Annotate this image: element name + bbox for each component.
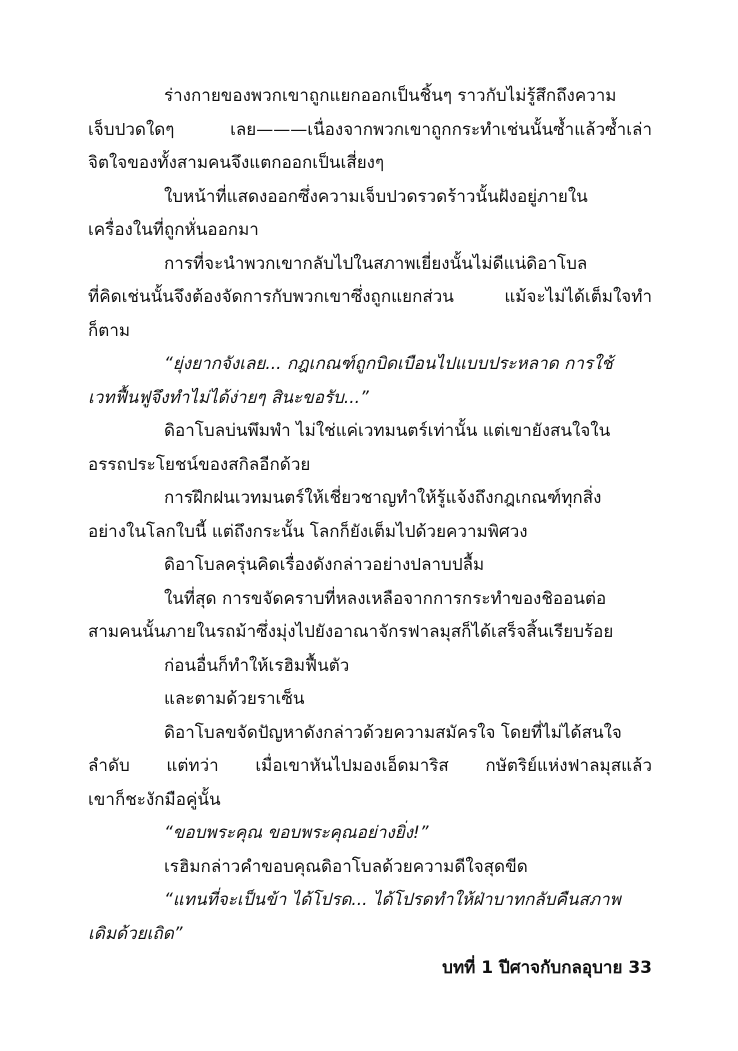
text-line: การฝึกฝนเวทมนตร์ให้เชี่ยวชาญทำให้รู้แจ้งถึงกฎเกณฑ์ทุกสิ่ง — [164, 488, 602, 508]
text-line: ดิอาโบลบ่นพึมพำ ไม่ใช่แค่เวทมนตร์เท่านั้น แต่เขายังสนใจใน — [164, 421, 611, 441]
text-line: เขาก็ชะงักมือคู่นั้น — [88, 789, 221, 810]
text-line: ก็ตาม — [88, 320, 131, 341]
text-line: เรฮิมกล่าวคำขอบคุณดิอาโบลด้วยความดีใจสุดขีด — [164, 856, 528, 877]
text-line: ดิอาโบลขจัดปัญหาดังกล่าวด้วยความสมัครใจ โดยที่ไม่ได้สนใจ — [164, 722, 622, 743]
text-line: เจ็บปวดใดๆ เลย———เนื่องจากพวกเขาถูกกระทำเช่นนั้นซ้ำแล้วซ้ำเล่า — [88, 119, 652, 140]
body-text — [88, 80, 652, 951]
text-line: อรรถประโยชน์ของสกิลอีกด้วย — [88, 454, 311, 475]
text-line: ใบหน้าที่แสดงออกซึ่งความเจ็บปวดรวดร้าวนั้นฝังอยู่ภายใน — [164, 186, 588, 207]
page-footer: บทที่ 1 ปีศาจกับกลอุบาย 33 — [442, 958, 652, 978]
text-line: ในที่สุด การขจัดคราบที่หลงเหลือจากการกระทำของชิออนต่อ — [164, 588, 607, 609]
dialogue-line: “แทนที่จะเป็นข้า ได้โปรด... ได้โปรดทำให้ฝ่าบาทกลับคืนสภาพ — [164, 890, 621, 910]
text-line: ดิอาโบลครุ่นคิดเรื่องดังกล่าวอย่างปลาบปลื้ม — [164, 555, 485, 575]
text-line: สามคนนั้นภายในรถม้าซึ่งมุ่งไปยังอาณาจักรฟาลมุสก็ได้เสร็จสิ้นเรียบร้อย — [88, 622, 614, 642]
text-line: ร่างกายของพวกเขาถูกแยกออกเป็นชิ้นๆ ราวกับไม่รู้สึกถึงความ — [164, 86, 617, 106]
text-line: จิตใจของทั้งสามคนจึงแตกออกเป็นเสี่ยงๆ — [88, 153, 385, 173]
dialogue-line: เวทฟื้นฟูจึงทำไม่ได้ง่ายๆ สินะขอรับ...” — [88, 387, 369, 408]
text-line: ที่คิดเช่นนั้นจึงต้องจัดการกับพวกเขาซึ่งถูกแยกส่วน แม้จะไม่ได้เต็มใจทำ — [88, 287, 652, 307]
text-line: อย่างในโลกใบนี้ แต่ถึงกระนั้น โลกก็ยังเต็มไปด้วยความพิศวง — [88, 521, 528, 542]
text-line: การที่จะนำพวกเขากลับไปในสภาพเยี่ยงนั้นไม่ดีแน่ดิอาโบล — [164, 253, 588, 274]
text-line: เครื่องในที่ถูกหั่นออกมา — [88, 220, 259, 240]
text-line: ก่อนอื่นก็ทำให้เรฮิมฟื้นตัว — [164, 655, 350, 676]
dialogue-line: “ขอบพระคุณ ขอบพระคุณอย่างยิ่ง!” — [164, 823, 429, 843]
dialogue-line: เดิมด้วยเถิด” — [88, 923, 183, 944]
dialogue-line: “ยุ่งยากจังเลย... กฎเกณฑ์ถูกบิดเบือนไปแบบประหลาด การใช้ — [164, 354, 613, 374]
text-line: และตามด้วยราเซ็น — [164, 689, 305, 709]
text-line: ลำดับ แต่ทว่า เมื่อเขาหันไปมองเอ็ดมาริส กษัตริย์แห่งฟาลมุสแล้ว — [88, 756, 652, 776]
